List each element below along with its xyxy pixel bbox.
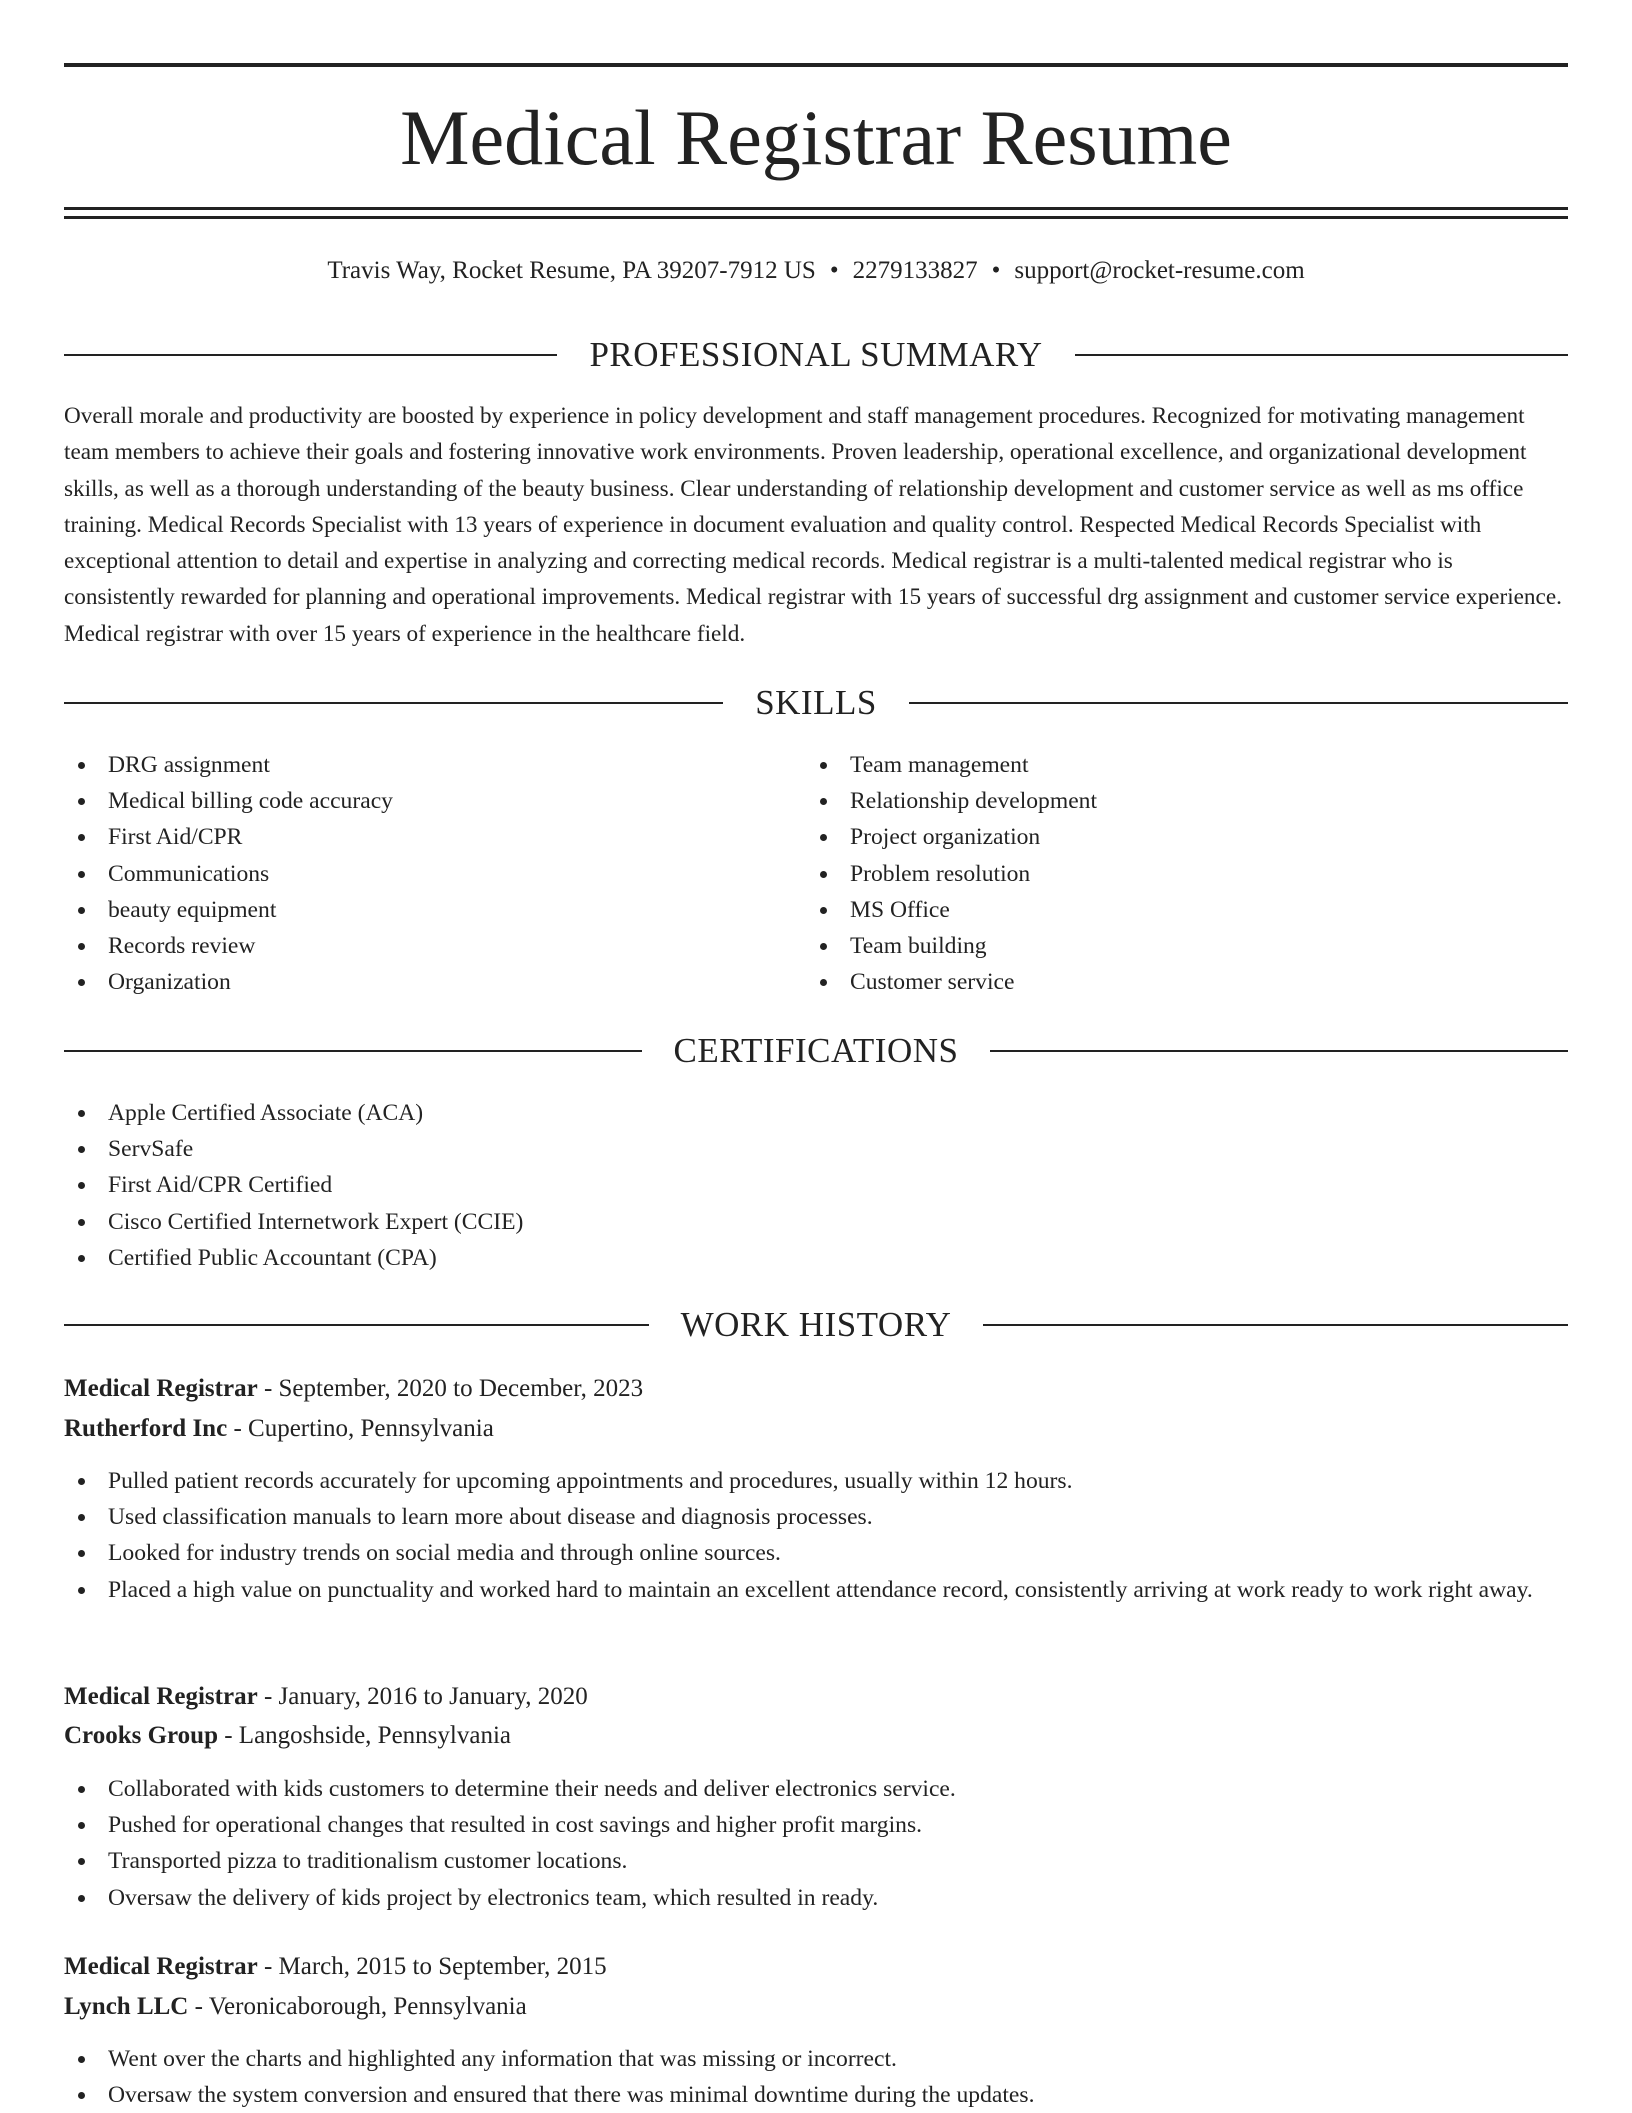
skill-item: First Aid/CPR [64, 819, 393, 855]
job-duty-item: Transported pizza to traditionalism customer locations. [64, 1843, 1568, 1879]
heading-rule [983, 1324, 1568, 1326]
contact-email: support@rocket-resume.com [1014, 257, 1305, 284]
job-dates: - September, 2020 to December, 2023 [257, 1375, 644, 1402]
job-duties-list [64, 1463, 1568, 1608]
top-rule [64, 63, 1568, 67]
certifications-heading [64, 1029, 1568, 1073]
job-dates: - March, 2015 to September, 2015 [257, 1953, 607, 1980]
job-title: Medical Registrar [64, 1375, 258, 1402]
page-title: Medical Registrar Resume [400, 94, 1232, 181]
job-dates: - January, 2016 to January, 2020 [257, 1683, 588, 1710]
summary-heading [64, 333, 1568, 377]
job-duties-list [64, 2041, 1568, 2113]
job-duty-item: Oversaw the delivery of kids project by electronics team, which resulted in ready. [64, 1880, 1568, 1916]
job-title-line [64, 1372, 643, 1406]
job-duties-list [64, 1771, 1568, 1916]
section-title: SKILLS [755, 683, 877, 722]
job-location: - Cupertino, Pennsylvania [227, 1415, 494, 1442]
job-duty-item: Went over the charts and highlighted any information that was missing or incorrect. [64, 2041, 1568, 2077]
job-title: Medical Registrar [64, 1683, 258, 1710]
skill-item: MS Office [806, 892, 1097, 928]
job-duty-item: Placed a high value on punctuality and worked hard to maintain an excellent attendance record, consistently arriving at work ready to work right away. [64, 1572, 1568, 1608]
skill-item: Problem resolution [806, 856, 1097, 892]
skill-item: Organization [64, 964, 393, 1000]
job-duty-item: Oversaw the system conversion and ensured that there was minimal downtime during the updates. [64, 2077, 1568, 2113]
contact-phone: 2279133827 [852, 257, 978, 284]
heading-rule [990, 1050, 1568, 1052]
certification-item: ServSafe [64, 1131, 523, 1167]
contact-separator: • [829, 257, 839, 284]
job-company: Crooks Group [64, 1722, 218, 1749]
summary-text: Overall morale and productivity are boosted by experience in policy development and staff management procedures. Recognized for motivating management team members to achieve their goals and fostering innovative work environments. Proven leadership, operational excellence, and organizational development skills, as well as a thorough understanding of the beauty business. Clear understanding of relationship development and customer service as well as ms office training. Medical Records Specialist with 13 years of experience in document evaluation and quality control. Respected Medical Records Specialist with exceptional attention to detail and expertise in analyzing and correcting medical records. Medical registrar is a multi-talented medical registrar who is consistently rewarded for planning and operational improvements. Medical registrar with 15 years of successful drg assignment and customer service experience. Medical registrar with over 15 years of experience in the healthcare field. [64, 403, 1562, 647]
skill-item: Relationship development [806, 783, 1097, 819]
heading-rule [64, 1050, 642, 1052]
heading-rule [64, 1324, 649, 1326]
heading-rule [64, 702, 723, 704]
job-location: - Veronicaborough, Pennsylvania [188, 1993, 527, 2020]
job-duty-item: Pulled patient records accurately for upcoming appointments and procedures, usually within 12 hours. [64, 1463, 1568, 1499]
certification-item: First Aid/CPR Certified [64, 1167, 523, 1203]
job-company-line [64, 1990, 527, 2024]
job-company: Rutherford Inc [64, 1415, 228, 1442]
job-duty-item: Pushed for operational changes that resulted in cost savings and higher profit margins. [64, 1807, 1568, 1843]
skill-item: Records review [64, 928, 393, 964]
job-company-line [64, 1719, 511, 1753]
contact-address: Travis Way, Rocket Resume, PA 39207-7912 US [327, 257, 816, 284]
title-rule-upper [64, 207, 1568, 210]
heading-rule [909, 702, 1568, 704]
certification-item: Certified Public Accountant (CPA) [64, 1240, 523, 1276]
skill-item: Team building [806, 928, 1097, 964]
job-company-line [64, 1412, 494, 1446]
job-title: Medical Registrar [64, 1953, 258, 1980]
contact-separator: • [991, 257, 1001, 284]
skills-list-right [806, 747, 1097, 1000]
skills-heading [64, 681, 1568, 725]
skill-item: Communications [64, 856, 393, 892]
skills-list-left [64, 747, 393, 1000]
job-duty-item: Used classification manuals to learn more about disease and diagnosis processes. [64, 1499, 1568, 1535]
skill-item: Project organization [806, 819, 1097, 855]
job-duty-item: Collaborated with kids customers to determine their needs and deliver electronics service. [64, 1771, 1568, 1807]
job-duty-item: Looked for industry trends on social media and through online sources. [64, 1535, 1568, 1571]
certification-item: Apple Certified Associate (ACA) [64, 1095, 523, 1131]
section-title: PROFESSIONAL SUMMARY [589, 335, 1043, 374]
title-rule-lower [64, 216, 1568, 219]
job-location: - Langoshside, Pennsylvania [217, 1722, 511, 1749]
heading-rule [64, 354, 557, 356]
contact-line [64, 254, 1568, 288]
heading-rule [1075, 354, 1568, 356]
certifications-list [64, 1095, 523, 1276]
section-title: CERTIFICATIONS [673, 1031, 959, 1070]
skill-item: DRG assignment [64, 747, 393, 783]
job-title-line [64, 1680, 588, 1714]
job-title-line [64, 1950, 607, 1984]
skill-item: Team management [806, 747, 1097, 783]
certification-item: Cisco Certified Internetwork Expert (CCIE) [64, 1204, 523, 1240]
skill-item: Medical billing code accuracy [64, 783, 393, 819]
skill-item: beauty equipment [64, 892, 393, 928]
work-history-heading [64, 1303, 1568, 1347]
section-title: WORK HISTORY [680, 1305, 952, 1344]
job-company: Lynch LLC [64, 1993, 189, 2020]
skill-item: Customer service [806, 964, 1097, 1000]
